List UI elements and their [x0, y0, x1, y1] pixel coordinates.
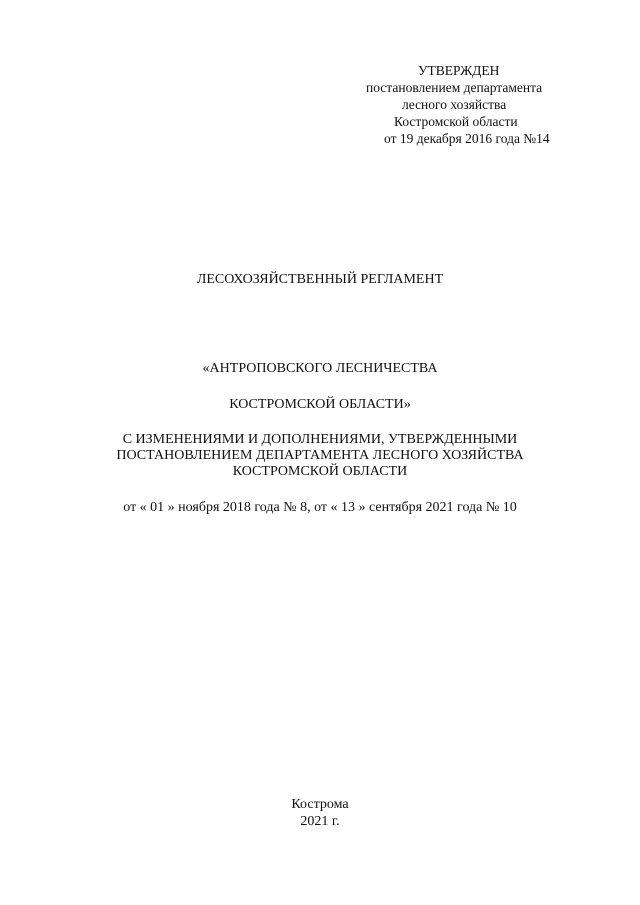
amendment-dates: от « 01 » ноября 2018 года № 8, от « 13 » сентября 2021 года № 10: [123, 500, 517, 515]
approval-line-region: Костромской области: [394, 114, 518, 129]
place-and-year: [0, 796, 640, 830]
document-title: ЛЕСОХОЗЯЙСТВЕННЫЙ РЕГЛАМЕНТ: [196, 272, 444, 287]
amendments-block: [0, 432, 640, 480]
approval-line-decree: постановлением департамента: [366, 80, 543, 95]
region-name: КОСТРОМСКОЙ ОБЛАСТИ»: [229, 397, 411, 412]
approval-heading: УТВЕРЖДЕН: [418, 63, 500, 78]
approval-stamp: [350, 62, 580, 147]
city: Кострома: [291, 797, 349, 812]
amendments-line-3: КОСТРОМСКОЙ ОБЛАСТИ: [232, 464, 408, 479]
amendments-line-2: ПОСТАНОВЛЕНИЕМ ДЕПАРТАМЕНТА ЛЕСНОГО ХОЗЯЙСТВА: [116, 448, 524, 463]
amendments-line-1: С ИЗМЕНЕНИЯМИ И ДОПОЛНЕНИЯМИ, УТВЕРЖДЕННЫМИ: [122, 432, 518, 447]
approval-line-date: от 19 декабря 2016 года №14: [384, 131, 550, 146]
approval-line-forestry: лесного хозяйства: [402, 97, 507, 112]
year: 2021 г.: [300, 814, 340, 829]
forestry-name: «АНТРОПОВСКОГО ЛЕСНИЧЕСТВА: [202, 361, 438, 376]
